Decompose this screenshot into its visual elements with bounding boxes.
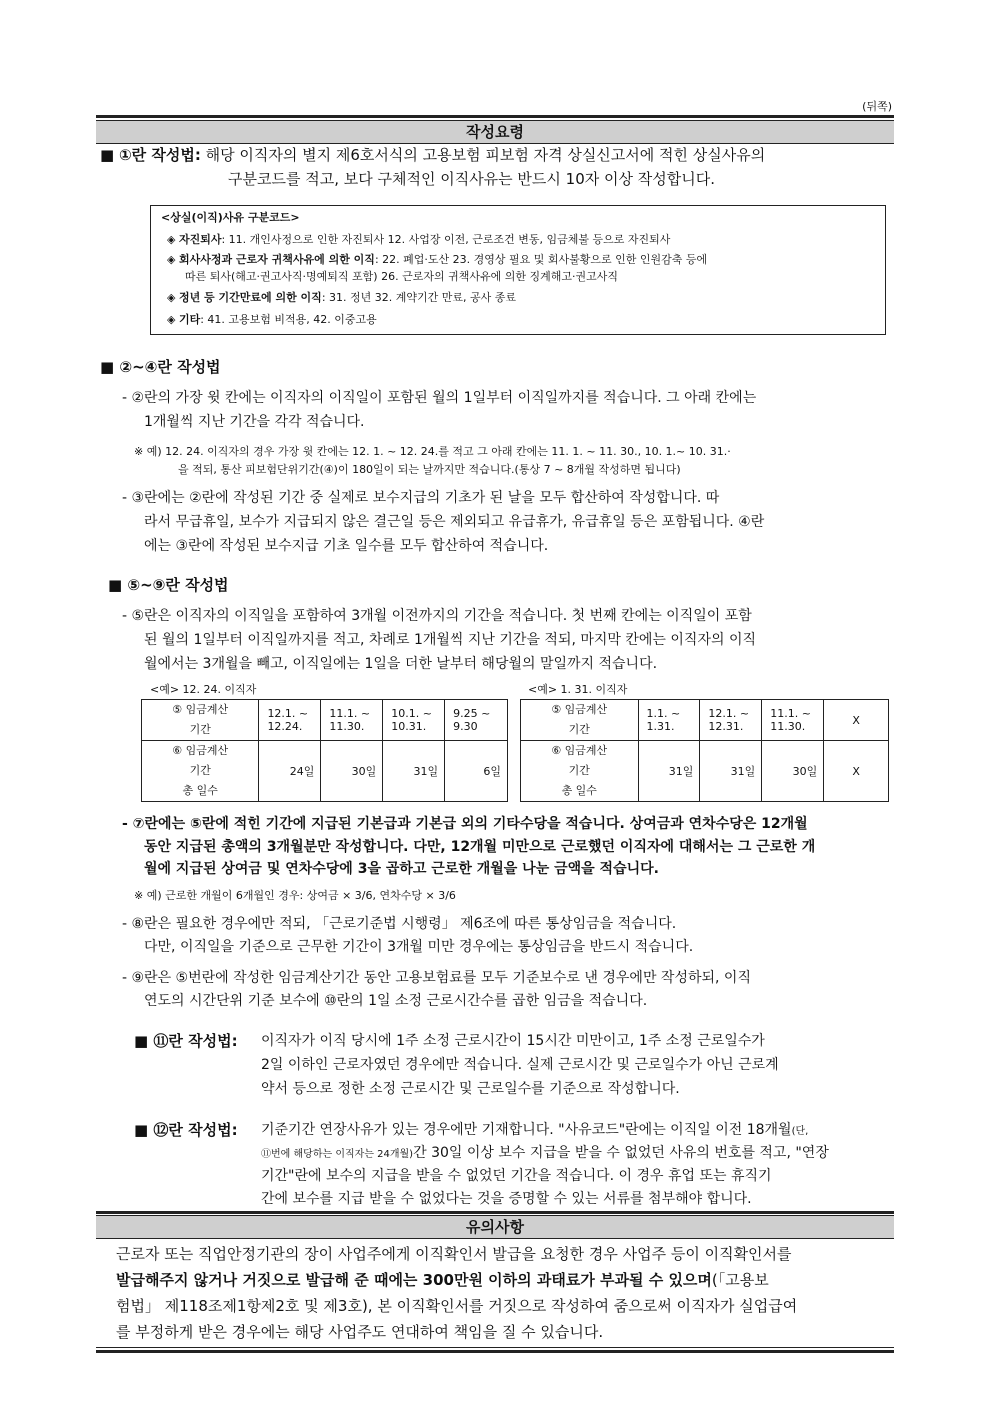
label-line: 총 일수: [182, 784, 218, 797]
notice-l3: 험법」 제118조제1항제2호 및 제3호), 본 이직확인서를 거짓으로 작성하여 줌으로써 이직자가 실업급여: [116, 1297, 798, 1315]
sec5-l2-text: 간 30일 이상 보수 지급을 받을 수 없었던 사유의 번호를 적고, "연장: [413, 1145, 829, 1161]
cell-line: 1.1. ~: [646, 707, 681, 720]
cell-line: 11.30.: [329, 720, 365, 733]
notice-l1: 근로자 또는 직업안정기관의 장이 사업주에게 이직확인서 발급을 요청한 경우 사업주 등이 이직확인서를: [116, 1245, 792, 1263]
sec4-l1: 이직자가 이직 당시에 1주 소정 근로시간이 15시간 미만이고, 1주 소정 근로일수가: [261, 1033, 765, 1049]
sec3-p1-l1: - ⑤란은 이직자의 이직일을 포함하여 3개월 이전까지의 기간을 적습니다. 첫 번째 칸에는 이직일이 포함: [122, 608, 752, 624]
reason-code-box: [150, 205, 886, 335]
label-line: 총 일수: [561, 784, 597, 797]
table-cell: [762, 700, 824, 741]
cell-line: 11.1. ~: [770, 707, 811, 720]
cell-line: 9.30: [453, 720, 478, 733]
sec5-l3: 기간"란에 보수의 지급을 받을 수 없었던 기간을 적습니다. 이 경우 휴업 또는 휴직기: [261, 1168, 772, 1184]
label-line: ⑤ 임금계산: [551, 703, 608, 716]
example1-caption: <예> 12. 24. 이직자: [150, 683, 257, 696]
codebox-title: <상실(이직)사유 구분코드>: [161, 211, 300, 224]
guide-heading: 작성요령: [96, 120, 894, 144]
table-cell: [259, 700, 321, 741]
label-line: 기간: [189, 764, 211, 777]
notice-l2: [116, 1269, 769, 1292]
sec5-title: ■ ⑫란 작성법:: [134, 1121, 238, 1139]
label-line: 기간: [568, 764, 590, 777]
sec2-p2-l3: 에는 ③란에 작성된 보수지급 기초 일수를 모두 합산하여 적습니다.: [144, 538, 549, 554]
code-item-company: [167, 252, 707, 268]
sec1-title: ①란 작성법:: [118, 146, 201, 164]
table-cell: [383, 700, 445, 741]
table-cell: 30일: [762, 741, 824, 802]
table-label-cell: [521, 700, 639, 741]
code-item-other: [167, 312, 377, 328]
label-line: ⑥ 임금계산: [172, 744, 229, 757]
table-cell: X: [824, 700, 889, 741]
code-item-text: : 22. 폐업·도산 23. 경영상 필요 및 회사불황으로 인한 인원감축 등에: [374, 253, 708, 266]
code-item-text: : 41. 고용보험 비적용, 42. 이중고용: [200, 313, 377, 326]
sec1-text1: 해당 이직자의 별지 제6호서식의 고용보험 피보험 자격 상실신고서에 적힌 상실사유의: [200, 146, 766, 164]
page-side-label: (뒤쪽): [862, 100, 892, 113]
table-row: [142, 741, 508, 802]
cell-line: 11.1. ~: [329, 707, 371, 720]
table-cell: [700, 700, 762, 741]
table-label-cell: [521, 741, 639, 802]
example2-caption: <예> 1. 31. 이직자: [528, 683, 628, 696]
sec4-title: ■ ⑪란 작성법:: [134, 1032, 238, 1050]
sec3-p3-l2: 다만, 이직일을 기준으로 근무한 기간이 3개월 미만 경우에는 통상임금을 반드시 적습니다.: [144, 939, 694, 955]
code-item-text: : 31. 정년 32. 계약기간 만료, 공사 종료: [321, 291, 516, 304]
cell-line: 1.31.: [646, 720, 675, 733]
code-item-expiry: [167, 290, 516, 306]
table-cell: [445, 700, 508, 741]
cell-line: 12.1. ~: [267, 707, 309, 720]
sec2-title: ■ ②~④란 작성법: [100, 358, 221, 376]
table-row: [521, 700, 889, 741]
sec2-p2-l2: 라서 무급휴일, 보수가 지급되지 않은 결근일 등은 제외되고 유급휴가, 유급휴일 등은 포함됩니다. ④란: [144, 514, 765, 530]
table-cell: 31일: [700, 741, 762, 802]
code-item-text: : 11. 개인사정으로 인한 자진퇴사 12. 사업장 이전, 근로조건 변동, 임금체불 등으로 자진퇴사: [221, 233, 671, 246]
table-label-cell: [142, 700, 259, 741]
table-cell: 30일: [321, 741, 383, 802]
table-cell: [638, 700, 700, 741]
sec2-p1-l2: 1개월씩 지난 기간을 각각 적습니다.: [144, 414, 365, 430]
bottom-rule-2: [96, 1350, 894, 1353]
sec2-p1-l1: - ②란의 가장 윗 칸에는 이직자의 이직일이 포함된 월의 1일부터 이직일까지를 적습니다. 그 아래 칸에는: [122, 390, 757, 406]
sec3-p1-l3: 월에서는 3개월을 빼고, 이직일에는 1일을 더한 날부터 해당월의 말일까지 적습니다.: [144, 656, 658, 672]
code-item-voluntary: [167, 232, 670, 248]
example1-table: [141, 699, 508, 802]
diamond-icon: ◈: [167, 233, 176, 246]
code-item-label: 정년 등 기간만료에 의한 이직: [178, 291, 322, 304]
table-cell: X: [824, 741, 889, 802]
sec5-l1-small: (단,: [791, 1126, 809, 1137]
code-item-label: 기타: [178, 313, 201, 326]
label-line: ⑥ 임금계산: [551, 744, 608, 757]
notice-top-rule: [96, 1211, 894, 1214]
table-label-cell: [142, 741, 259, 802]
table-cell: [321, 700, 383, 741]
diamond-icon: ◈: [167, 313, 176, 326]
table-row: [142, 700, 508, 741]
sec3-p4-l1: - ⑨란은 ⑤번란에 작성한 임금계산기간 동안 고용보험료를 모두 기준보수로 낸 경우에만 작성하되, 이직: [122, 970, 751, 986]
sec3-p2-l1: - ⑦란에는 ⑤란에 적힌 기간에 지급된 기본급과 기본급 외의 기타수당을 적습니다. 상여금과 연차수당은 12개월: [122, 816, 808, 832]
sec3-p2-l2: 동안 지급된 총액의 3개월분만 작성합니다. 다만, 12개월 미만으로 근로했던 이직자에 대해서는 그 근로한 개: [144, 839, 816, 855]
notice-l2-rest: (「고용보: [711, 1271, 769, 1289]
sec1-line2: 구분코드를 적고, 보다 구체적인 이직사유는 반드시 10자 이상 작성합니다.: [228, 170, 715, 188]
bottom-rule-1: [96, 1347, 894, 1348]
sec5-l2: [261, 1142, 829, 1166]
sec3-title: ■ ⑤~⑨란 작성법: [108, 576, 229, 594]
sec3-p4-l2: 연도의 시간단위 기준 보수에 ⑩란의 1일 소정 근로시간수를 곱한 임금을 적습니다.: [144, 993, 648, 1009]
sec3-note: ※ 예) 근로한 개월이 6개월인 경우: 상여금 × 3/6, 연차수당 × 3/6: [134, 889, 456, 902]
code-item-company-cont: 따른 퇴사(해고·권고사직·명예퇴직 포함) 26. 근로자의 귀책사유에 의한 징계해고·권고사직: [185, 270, 618, 283]
notice-l4: 를 부정하게 받은 경우에는 해당 사업주도 연대하여 책임을 질 수 있습니다.: [116, 1323, 604, 1341]
notice-l2-bold: 발급해주지 않거나 거짓으로 발급해 준 때에는 300만원 이하의 과태료가 부과될 수 있으며: [116, 1271, 712, 1289]
table-row: [521, 741, 889, 802]
table-cell: 6일: [445, 741, 508, 802]
label-line: 기간: [189, 723, 211, 736]
diamond-icon: ◈: [167, 291, 176, 304]
sec5-l4: 간에 보수를 지급 받을 수 없었다는 것을 증명할 수 있는 서류를 첨부해야 합니다.: [261, 1191, 752, 1207]
sec3-p2-l3: 월에 지급된 상여금 및 연차수당에 3을 곱하고 근로한 개월을 나눈 금액을 적습니다.: [144, 861, 659, 877]
example2-table: [520, 699, 889, 802]
sec3-p1-l2: 된 월의 1일부터 이직일까지를 적고, 차례로 1개월씩 지난 기간을 적되, 마지막 칸에는 이직자의 이직: [144, 632, 757, 648]
sec2-p2-l1: - ③란에는 ②란에 작성된 기간 중 실제로 보수지급의 기초가 된 날을 모두 합산하여 작성합니다. 따: [122, 490, 720, 506]
sec3-p3-l1: - ⑧란은 필요한 경우에만 적되, 「근로기준법 시행령」 제6조에 따른 통상임금을 적습니다.: [122, 916, 677, 932]
sec5-l1: [261, 1119, 808, 1143]
cell-line: 10.1. ~: [391, 707, 432, 720]
sec2-note-l1: ※ 예) 12. 24. 이직자의 경우 가장 윗 칸에는 12. 1. ~ 12. 24.를 적고 그 아래 칸에는 11. 1. ~ 11. 30., 10. 1.~ 10. 31.·: [134, 445, 731, 458]
sec5-l2-small: ⑪번에 해당하는 이직자는 24개월): [261, 1149, 414, 1160]
sec4-l3: 약서 등으로 정한 소정 근로시간 및 근로일수를 기준으로 작성합니다.: [261, 1081, 680, 1097]
notice-heading: 유의사항: [96, 1215, 894, 1239]
sec4-l2: 2일 이하인 근로자였던 경우에만 적습니다. 실제 근로시간 및 근로일수가 아닌 근로계: [261, 1057, 779, 1073]
code-item-label: 자진퇴사: [178, 233, 222, 246]
cell-line: 12.31.: [708, 720, 744, 733]
table-cell: 31일: [638, 741, 700, 802]
cell-line: 9.25 ~: [453, 707, 491, 720]
table-cell: 24일: [259, 741, 321, 802]
top-rule: [96, 115, 894, 118]
cell-line: 10.31.: [391, 720, 427, 733]
code-item-label: 회사사정과 근로자 귀책사유에 의한 이직: [178, 253, 375, 266]
cell-line: 12.1. ~: [708, 707, 750, 720]
cell-line: 12.24.: [267, 720, 303, 733]
table-cell: 31일: [383, 741, 445, 802]
label-line: ⑤ 임금계산: [172, 703, 229, 716]
cell-line: 11.30.: [770, 720, 806, 733]
sec5-l1-text: 기준기간 연장사유가 있는 경우에만 기재합니다. "사유코드"란에는 이직일 이전 18개월: [261, 1122, 792, 1138]
sec1-bullet: ■: [100, 146, 115, 164]
diamond-icon: ◈: [167, 253, 176, 266]
sec2-note-l2: 을 적되, 통산 피보험단위기간(④)이 180일이 되는 날까지만 적습니다.(통상 7 ~ 8개월 작성하면 됩니다): [178, 463, 681, 476]
sec1-line1: [100, 144, 765, 167]
label-line: 기간: [568, 723, 590, 736]
